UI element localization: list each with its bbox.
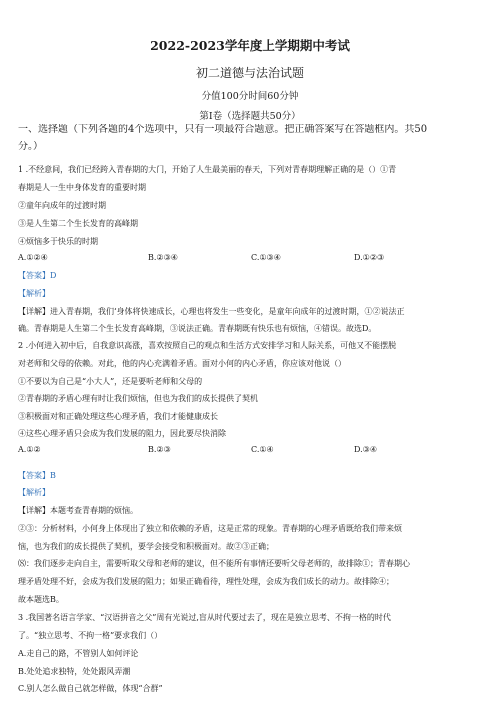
q3-option-a: A.走自己的路，不管别人如何评论 — [18, 649, 139, 658]
q2-stem: 2 .小何进入初中后，自我意识高涨，喜欢按照自己的观点和生活方式安排学习和人际关系，可他又不能摆脱 — [18, 341, 397, 350]
section-heading: 一、选择题（下列各题的4个选项中，只有一项最符合题意。把正确答案写在答题框内。共50 — [18, 124, 428, 135]
q3-option-b: B.处处追求独特，处处跟风弄潮 — [18, 667, 131, 676]
q2-detail-2: ②③：分析材料，小何身上体现出了独立和依赖的矛盾，这是正常的现象。青春期的心理矛盾既给我们带来烦 — [18, 524, 402, 533]
section-heading-cont: 分。） — [18, 141, 43, 152]
q1-statement-2: ②童年向成年的过渡时期 — [18, 201, 106, 210]
q2-analysis-tag: 【解析】 — [18, 488, 50, 497]
subject-title: 初二道德与法治试题 — [195, 66, 304, 80]
q1-detail-cont: 确。青春期是人生第二个生长发育高峰期，③说法正确。青春期既有快乐也有烦恼，④错误。故选D。 — [18, 324, 377, 333]
q1-detail: 【详解】进入青春期，我们‘身体将快速成长，心理也将发生一些变化，是童年向成年的过渡时期，①②说法正 — [18, 307, 405, 316]
q2-answer: 【答案】B — [18, 471, 56, 480]
q1-option-d: D.①②③ — [354, 253, 385, 262]
q3-stem: 3 .我国著名语言学家、“汉语拼音之父”周有光说过,盲从时代要过去了，现在是独立思考、不拘一格的时代 — [18, 613, 391, 622]
q2-option-b: B.②③ — [148, 445, 171, 454]
part-heading: 第I卷（选择题共50分） — [199, 111, 301, 122]
exam-title: 2022-2023学年度上学期期中考试 — [150, 38, 350, 53]
q1-stem-cont: 春期是人一生中身体发育的重要时期 — [18, 183, 146, 192]
score-time-info: 分值100分时间60分钟 — [201, 91, 299, 102]
q2-detail-5: 理矛盾处理不好，会成为我们发展的阻力；如果正确看待，理性处理，会成为我们成长的动力。故排除④； — [18, 577, 394, 586]
q2-statement-1: ①不要以为自己是“小大人”，还是要听老师和父母的 — [18, 377, 203, 386]
q1-option-b: B.②③④ — [148, 253, 178, 262]
q2-option-d: D.③④ — [354, 445, 378, 454]
q2-statement-2: ②青春期的矛盾心理有时让我们烦恼，但也为我们的成长提供了契机 — [18, 394, 258, 403]
q2-statement-3: ③积极面对和正确处理这些心理矛盾，我们才能健康成长 — [18, 412, 218, 421]
q2-stem-cont: 对老师和父母的依赖。对此，他的内心充满着矛盾。面对小何的内心矛盾，你应该对他说（） — [18, 359, 346, 368]
q1-statement-3: ③是人生第二个生长发育的高峰期 — [18, 219, 138, 228]
q1-analysis-tag: 【解析】 — [18, 289, 50, 298]
q3-option-c: C.别人怎么做自己就怎样做，体现“合群” — [18, 684, 163, 693]
q1-answer: 【答案】D — [18, 271, 57, 280]
q2-detail-4: ⑻：我们逐步走向自主，需要听取父母和老师的建议，但不能所有事情还要听父母老师的，故排除①；青春期心 — [18, 559, 410, 568]
q1-statement-4: ④烦恼多于快乐的时期 — [18, 237, 98, 246]
q2-detail-6: 故本题选B。 — [18, 595, 64, 604]
q2-option-c: C.①④ — [251, 445, 274, 454]
q3-stem-cont: 了。“独立思考、不拘一格”要求我们（） — [18, 631, 163, 640]
q1-option-c: C.①③④ — [251, 253, 281, 262]
q2-detail-3: 恼，也为我们的成长提供了契机，要学会接受和积极面对。故②③正确； — [18, 542, 274, 551]
q2-option-a: A.①② — [18, 445, 41, 454]
q2-detail: 【详解】本题考查青春期的烦恼。 — [18, 506, 138, 515]
q1-option-a: A.①②④ — [18, 253, 48, 262]
q1-stem: 1 .不经意间，我们已经跨入青春期的大门，开始了人生最美丽的春天，下列对青春期理解正确的是（）①青 — [18, 165, 397, 174]
q2-statement-4: ④这些心理矛盾只会成为我们发展的阻力，因此要尽快消除 — [18, 429, 226, 438]
